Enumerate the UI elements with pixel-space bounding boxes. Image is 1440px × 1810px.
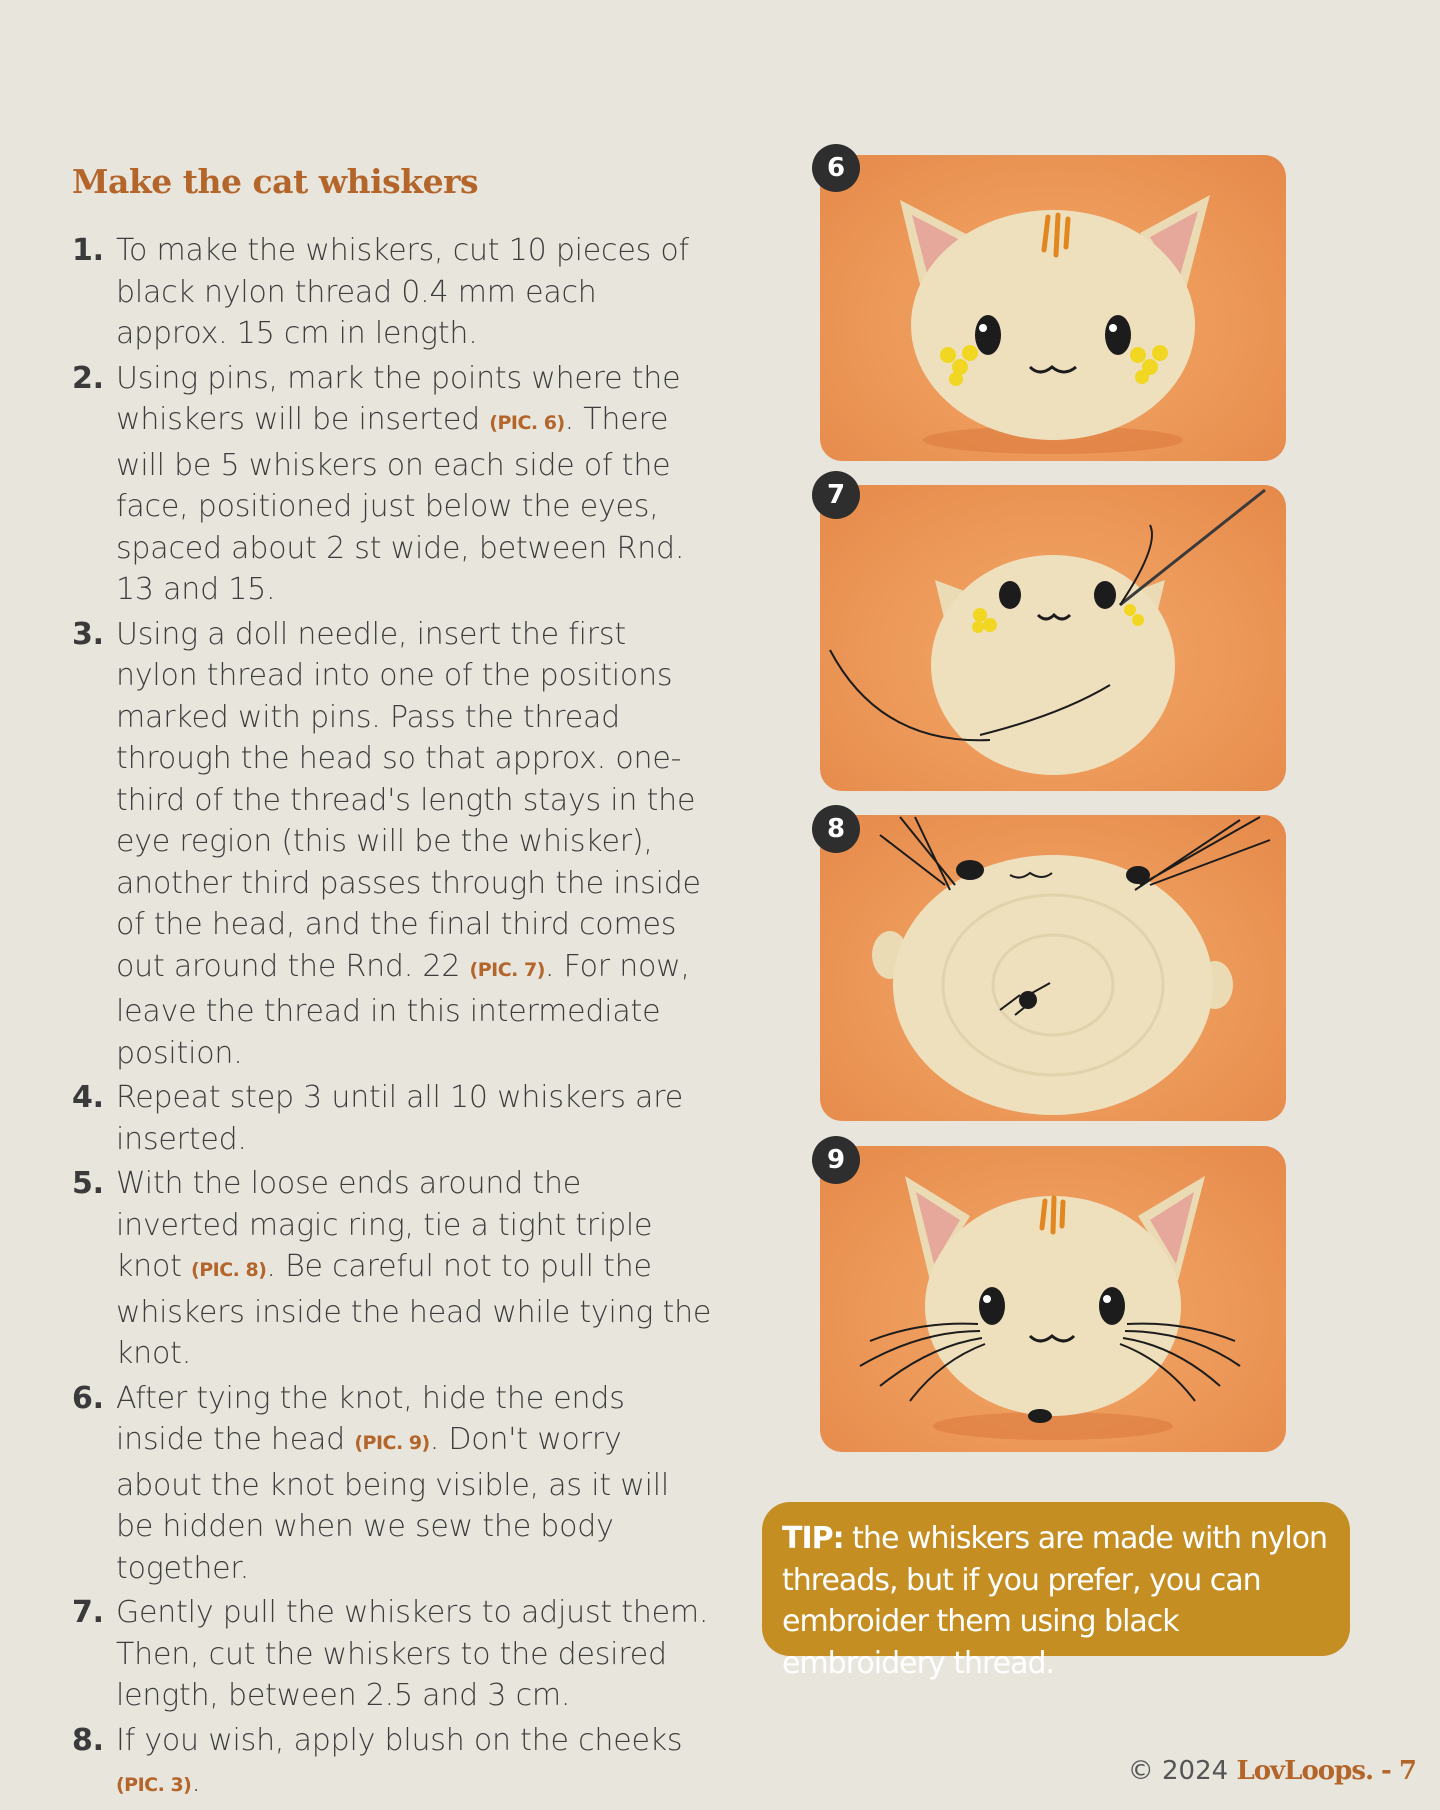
brand-name: LovLoops [1236, 1756, 1365, 1786]
step-number: 1. [72, 233, 104, 268]
picture-reference: (PIC. 9) [354, 1432, 430, 1454]
step-text: Using a doll needle, insert the first nylon thread into one of the positions marked with pins. Pass the thread through the head so that approx. one-third of the thread's length stays in the eye region (this will be the whisker), another third passes through the inside of the head, and the final third comes out around the Rnd. 22 [116, 616, 701, 984]
photo-needle-inserting-thread [820, 485, 1286, 791]
step-item [72, 1077, 712, 1160]
picture-reference: (PIC. 7) [469, 958, 545, 981]
copyright-text: © 2024 [1127, 1756, 1237, 1786]
picture-reference: (PIC. 6) [489, 412, 565, 434]
page-number: . - 7 [1364, 1756, 1416, 1786]
step-item [72, 1378, 712, 1590]
picture-reference: (PIC. 8) [191, 1259, 267, 1281]
step-number: 3. [72, 616, 104, 652]
cat-whiskers-icon [820, 1146, 1286, 1452]
photo-number-badge: 9 [812, 1136, 860, 1184]
step-number: 4. [72, 1080, 104, 1115]
step-item [72, 1720, 712, 1807]
step-text-continued: . Be careful not to pull the whiskers inside the head while tying the knot. [116, 1249, 712, 1371]
step-item [72, 230, 712, 355]
step-text: Gently pull the whiskers to adjust them. Then, cut the whiskers to the desired length, between 2.5 and 3 cm. [116, 1595, 709, 1713]
step-item [72, 614, 712, 1075]
needle-thread-icon [820, 485, 1286, 791]
step-text-continued: . For now, leave the thread in this intermediate position. [116, 948, 690, 1071]
tip-box [762, 1502, 1350, 1681]
step-text: Using pins, mark the points where the whiskers will be inserted [116, 360, 681, 437]
step-text: With the loose ends around the inverted magic ring, tie a tight triple knot [116, 1166, 653, 1284]
section-heading: Make the cat whiskers [72, 162, 479, 201]
step-text-continued: . There will be 5 whiskers on each side of the face, positioned just below the eyes, spaced about 2 st wide, between Rnd. 13 and 15. [116, 402, 685, 607]
step-item [72, 1592, 712, 1717]
photo-cat-head-front [820, 155, 1286, 461]
photo-finished-whiskers [820, 1146, 1286, 1452]
step-text: After tying the knot, hide the ends inside the head [116, 1380, 625, 1457]
step-text: Repeat step 3 until all 10 whiskers are inserted. [116, 1080, 683, 1157]
step-item [72, 358, 712, 611]
step-number: 5. [72, 1166, 104, 1201]
picture-reference: (PIC. 3) [116, 1774, 192, 1796]
step-text: To make the whiskers, cut 10 pieces of black nylon thread 0.4 mm each approx. 15 cm in length. [116, 233, 689, 351]
page-footer [1128, 1756, 1416, 1786]
step-number: 7. [72, 1595, 104, 1630]
photo-number-badge: 6 [812, 144, 860, 192]
instruction-list [72, 230, 712, 1810]
cat-head-icon [820, 155, 1286, 461]
step-number: 6. [72, 1380, 104, 1416]
step-text-continued: . Don't worry about the knot being visible, as it will be hidden when we sew the body together. [116, 1422, 669, 1586]
step-text: If you wish, apply blush on the cheeks [116, 1722, 683, 1758]
photo-number-badge: 8 [812, 805, 860, 853]
knot-icon [820, 815, 1286, 1121]
photo-back-of-head-knot [820, 815, 1286, 1121]
photo-number-badge: 7 [812, 471, 860, 519]
tip-label: TIP: [782, 1521, 844, 1556]
step-number: 8. [72, 1722, 104, 1758]
step-number: 2. [72, 360, 104, 396]
step-text-continued: . [191, 1764, 201, 1799]
step-item [72, 1163, 712, 1375]
tip-text: the whiskers are made with nylon threads, but if you prefer, you can embroider them using black embroidery thread. [782, 1521, 1328, 1681]
